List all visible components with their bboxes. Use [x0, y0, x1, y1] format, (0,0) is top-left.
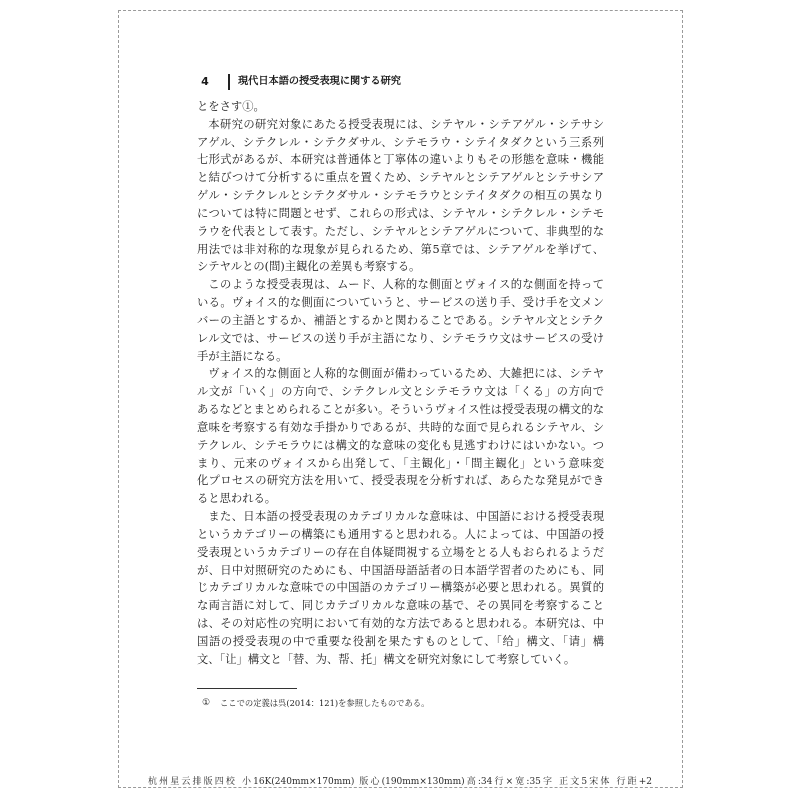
footnote-rule: [197, 688, 297, 689]
body-line: 手が主語になる。: [197, 349, 288, 363]
body-line: な両言語に対して、同じカテゴリカルな意味の基で、その異同を考察すること: [197, 599, 604, 613]
printer-slug: 杭州星云排版四校 小16K(240mm×170mm) 版心(190mm×130mm)高:34行×宽:35字 正文5宋体 行距+2: [148, 777, 652, 787]
body-line: シテヤルとの(間)主観化の差異も考察する。: [197, 260, 421, 274]
body-line: 本研究の研究対象にあたる授受表現には、シテヤル・シテアゲル・シテサシ: [208, 117, 604, 131]
paragraph: [197, 116, 604, 276]
body-line: バーの主語とするか、補語とするかと関わることである。シテヤル文とシテク: [197, 313, 604, 327]
body-line: ラウを代表として表す。ただし、シテヤルとシテアゲルについて、非典型的な: [197, 224, 604, 238]
body-line: テクレル、シテモラウには構文的な意味の変化も見逃すわけにはいかない。つ: [197, 438, 604, 452]
body-line: じカテゴリカルな意味での中国語のカテゴリー構築が必要と思われる。異質的: [197, 581, 604, 595]
body-line: あるなどとまとめられることが多い。そういうヴォイス性は授受表現の構文的な: [197, 403, 604, 417]
body-line: アゲル、シテクレル・シテクダサル、シテモラウ・シテイタダクという三系列: [197, 135, 604, 149]
body-line: 化プロセスの研究方法を用いて、授受表現を分析すれば、あらたな発見ができ: [197, 474, 604, 488]
body-line: は、その対応性の究明において有効的な方法であると思われる。本研究は、中: [197, 617, 604, 631]
header-divider: [228, 74, 230, 90]
running-title: 現代日本語の授受表現に関する研究: [238, 76, 401, 87]
body-line: いる。ヴォイス的な側面についていうと、サービスの送り手、受け手を文メン: [197, 296, 604, 310]
body-text: [197, 98, 604, 669]
body-line: ると思われる。: [197, 492, 277, 506]
body-line: また、日本語の授受表現のカテゴリカルな意味は、中国語における授受表現: [208, 510, 604, 524]
body-line: 国語の授受表現の中で重要な役割を果たすものとして、「给」構文、「请」構: [197, 634, 604, 648]
page-number: 4: [201, 75, 209, 88]
body-line: とをさす①。: [197, 100, 265, 113]
body-line: と結びつけて分析するに重点を置くため、シテヤルとシテアゲルとシテサシア: [197, 171, 604, 185]
body-line: ゲル・シテクレルとシテクダサル・シテモラウとシテイタダクの相互の異なり: [197, 189, 604, 203]
body-line: このような授受表現は、ムード、人称的な側面とヴォイス的な側面を持って: [208, 278, 604, 292]
body-line: 受表現というカテゴリーの存在自体疑問視する立場をとる人もおられるようだ: [197, 545, 604, 559]
body-line: レル文では、サービスの送り手が主語になり、シテモラウ文はサービスの受け: [197, 331, 604, 345]
body-line: 用法では非対称的な現象が見られるため、第5章では、シテアゲルを挙げて、: [197, 242, 604, 256]
paragraph: [197, 276, 604, 365]
paragraph: [197, 365, 604, 508]
body-line: まり、元来のヴォイスから出発して、「主観化」・「間主観化」という意味変: [197, 456, 604, 470]
footnote-text: ここでの定義は呉(2014：121)を参照したものである。: [220, 698, 430, 708]
body-line: ル文が「いく」の方向で、シテクレル文とシテモラウ文は「くる」の方向で: [197, 385, 604, 399]
body-line: 文、「让」構文と「替、为、帮、托」構文を研究対象にして考察していく。: [197, 652, 576, 666]
paragraph: [197, 508, 604, 668]
body-line: 七形式があるが、本研究は普通体と丁寧体の違いよりもその形態を意味・機能: [197, 153, 604, 167]
body-line: 意味を考察する有効な手掛かりであるが、共時的な面で見られるシテヤル、シ: [197, 420, 604, 434]
running-header: [199, 74, 401, 90]
body-line: ヴォイス的な側面と人称的な側面が備わっているため、大雑把には、シテヤ: [208, 367, 604, 381]
body-line: が、日中対照研究のためにも、中国語母語話者の日本語学習者のためにも、同: [197, 563, 604, 577]
paragraph: [197, 98, 604, 116]
footnote: [202, 697, 429, 709]
body-line: というカテゴリーの構築にも通用すると思われる。人によっては、中国語の授: [197, 527, 604, 541]
body-line: については特に問題とせず、これらの形式は、シテヤル・シテクレル・シテモ: [197, 206, 604, 220]
footnote-marker: ①: [202, 698, 211, 708]
